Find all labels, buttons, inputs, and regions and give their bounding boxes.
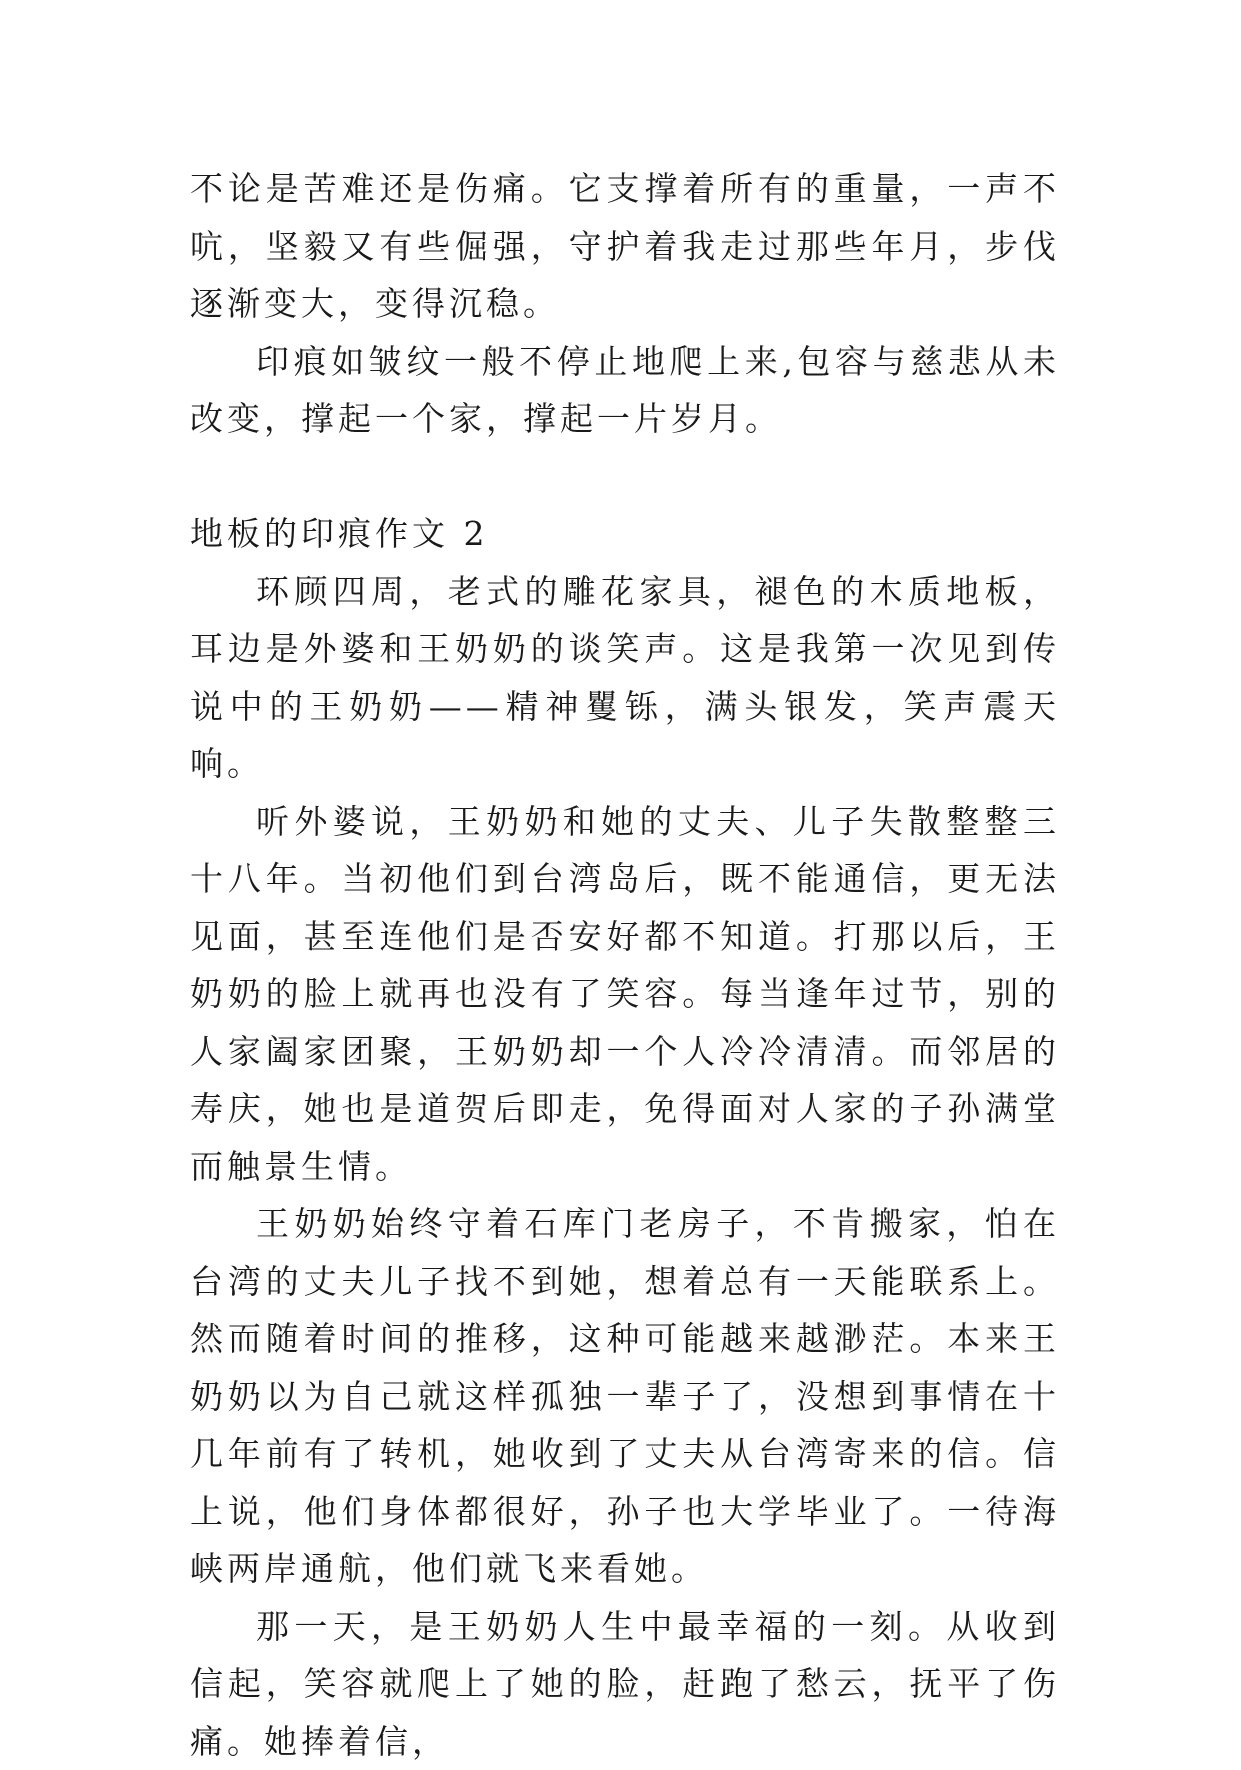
paragraph-3: 环顾四周，老式的雕花家具，褪色的木质地板，耳边是外婆和王奶奶的谈笑声。这是我第一次见到传说中的王奶奶——精神矍铄，满头银发，笑声震天响。 xyxy=(190,563,1060,793)
paragraph-1: 不论是苦难还是伤痛。它支撑着所有的重量，一声不吭，坚毅又有些倔强，守护着我走过那些年月，步伐逐渐变大，变得沉稳。 xyxy=(190,160,1060,333)
document-body xyxy=(190,160,1060,1770)
paragraph-6: 那一天，是王奶奶人生中最幸福的一刻。从收到信起，笑容就爬上了她的脸，赶跑了愁云，抚平了伤痛。她捧着信， xyxy=(190,1598,1060,1770)
blank-line xyxy=(190,448,1060,506)
section-title: 地板的印痕作文 2 xyxy=(190,505,1060,563)
paragraph-5: 王奶奶始终守着石库门老房子，不肯搬家，怕在台湾的丈夫儿子找不到她，想着总有一天能联系上。然而随着时间的推移，这种可能越来越渺茫。本来王奶奶以为自己就这样孤独一辈子了，没想到事情在十几年前有了转机，她收到了丈夫从台湾寄来的信。信上说，他们身体都很好，孙子也大学毕业了。一待海峡两岸通航，他们就飞来看她。 xyxy=(190,1195,1060,1598)
paragraph-2: 印痕如皱纹一般不停止地爬上来,包容与慈悲从未改变，撑起一个家，撑起一片岁月。 xyxy=(190,333,1060,448)
paragraph-4: 听外婆说，王奶奶和她的丈夫、儿子失散整整三十八年。当初他们到台湾岛后，既不能通信，更无法见面，甚至连他们是否安好都不知道。打那以后，王奶奶的脸上就再也没有了笑容。每当逢年过节，别的人家阖家团聚，王奶奶却一个人冷冷清清。而邻居的寿庆，她也是道贺后即走，免得面对人家的子孙满堂而触景生情。 xyxy=(190,793,1060,1196)
